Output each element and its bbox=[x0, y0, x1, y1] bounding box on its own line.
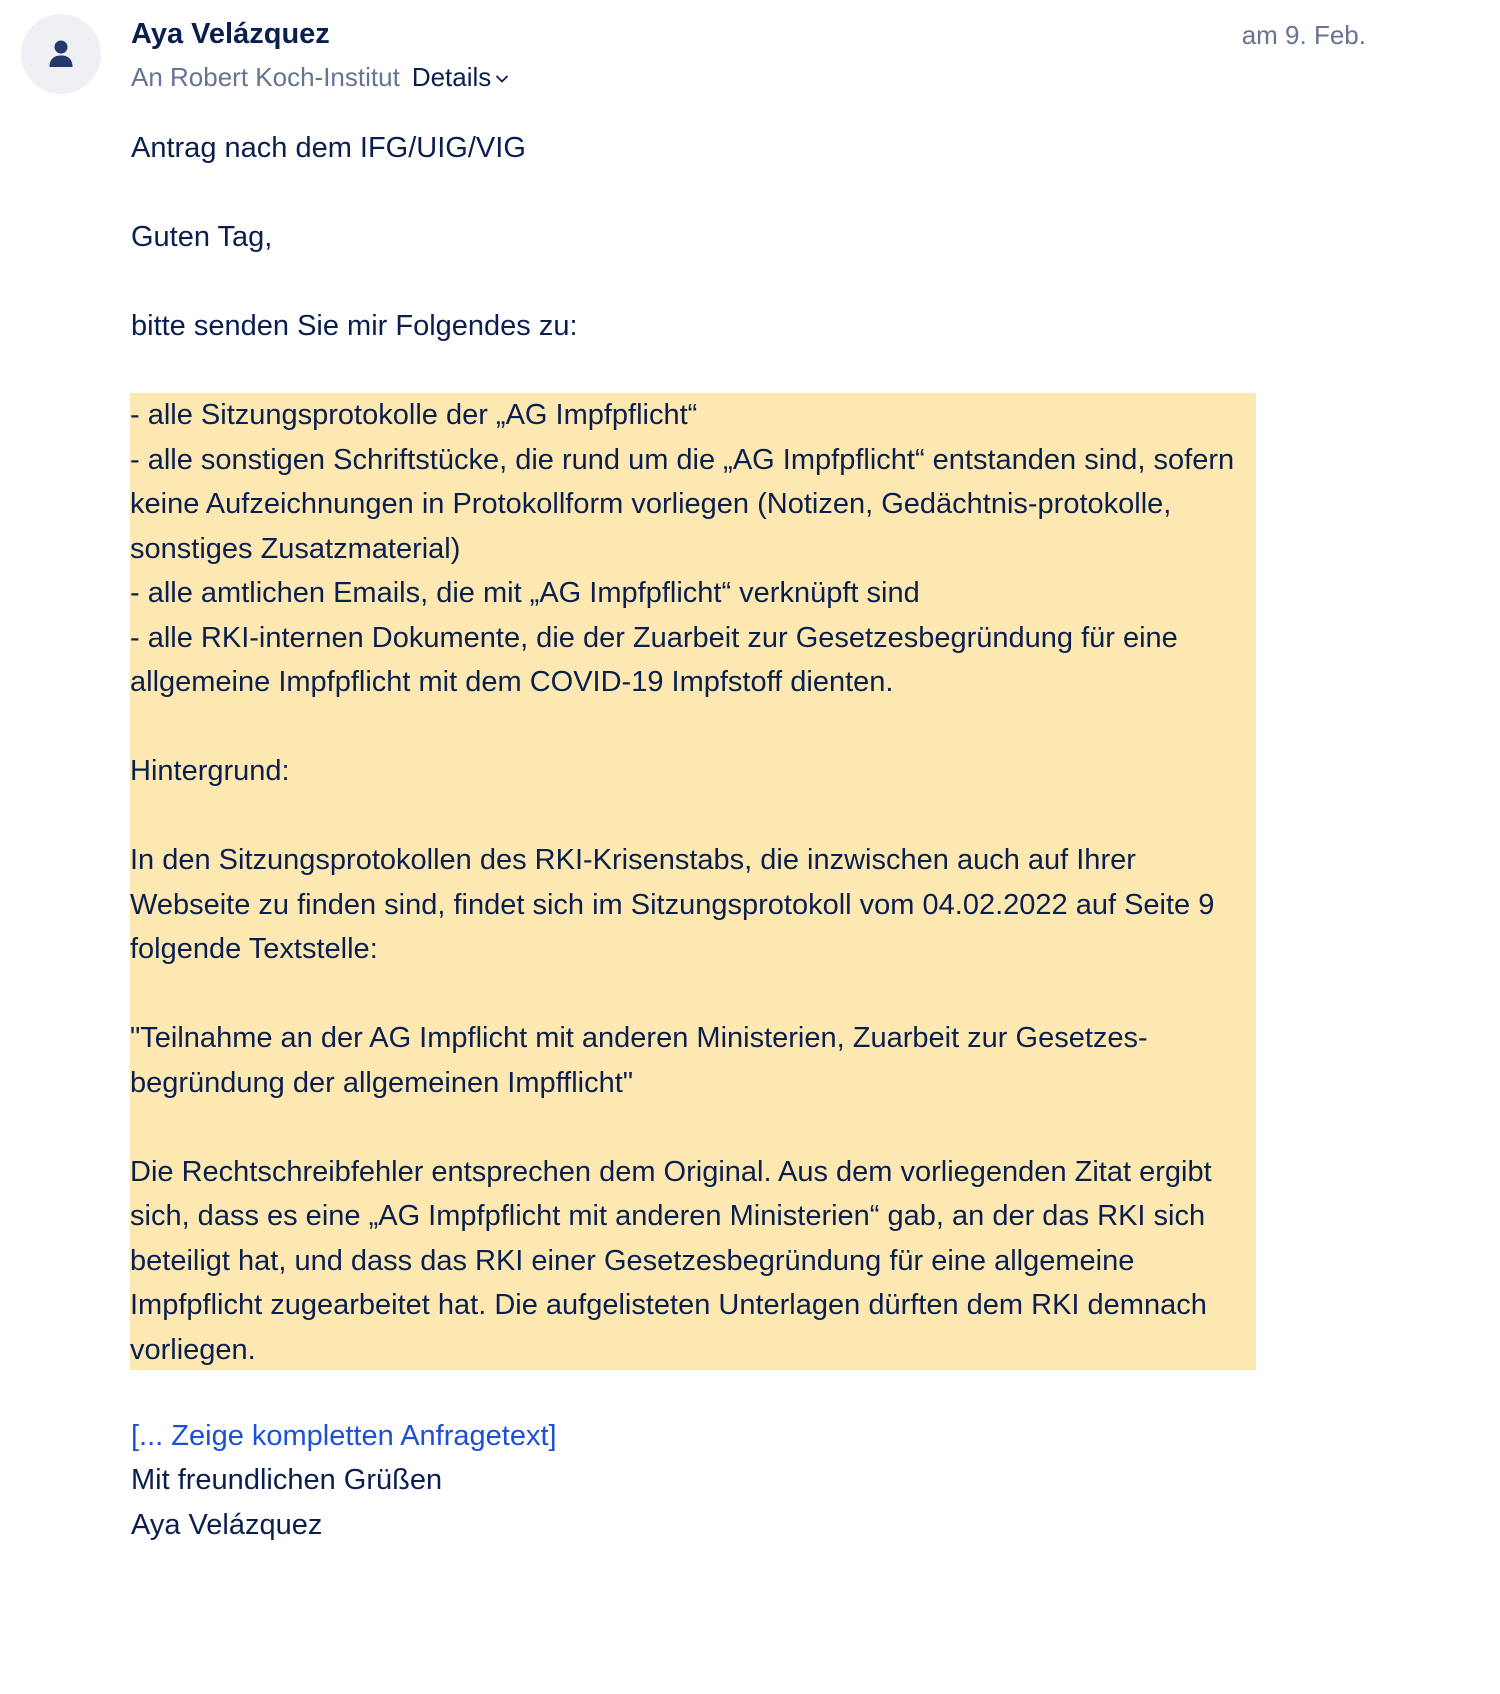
request-item: - alle Sitzungsprotokolle der „AG Impfpflicht“ bbox=[130, 399, 698, 431]
spacer bbox=[130, 705, 1256, 750]
recipient-line bbox=[131, 58, 509, 96]
background-paragraph: In den Sitzungsprotokollen des RKI-Krisenstabs, die inzwischen auch auf Ihrer Webseite zu finden sind, findet sich im Sitzungsprotokoll vom 04.02.2022 auf Seite 9 folgende Textstelle: bbox=[130, 844, 1215, 965]
spacer bbox=[130, 972, 1256, 1017]
quote: "Teilnahme an der AG Impflicht mit anderen Ministerien, Zuarbeit zur Gesetzes-begründung der allgemeinen Impfflicht" bbox=[130, 1022, 1148, 1099]
message-intro: bitte senden Sie mir Folgendes zu: bbox=[131, 310, 578, 342]
avatar bbox=[21, 14, 101, 94]
chevron-down-icon bbox=[495, 74, 509, 84]
request-item: - alle amtlichen Emails, die mit „AG Impfpflicht“ verknüpft sind bbox=[130, 577, 920, 609]
message-greeting: Guten Tag, bbox=[131, 221, 273, 253]
recipient-label: An Robert Koch-Institut bbox=[131, 62, 400, 92]
details-label: Details bbox=[411, 62, 492, 92]
highlighted-request bbox=[130, 393, 1256, 1370]
show-full-request-link[interactable]: [... Zeige kompletten Anfragetext] bbox=[131, 1420, 557, 1452]
conclusion-paragraph: Die Rechtschreibfehler entsprechen dem Original. Aus dem vorliegenden Zitat ergibt sich, dass es eine „AG Impfpflicht mit anderen Ministerien“ gab, an der das RKI sich beteiligt hat, und dass das RKI einer Gesetzesbegründung für eine allgemeine Impfpflicht zugearbeitet hat. Die aufgelisteten Unterlagen dürften dem RKI demnach vorliegen. bbox=[130, 1155, 1212, 1366]
details-toggle[interactable] bbox=[412, 62, 509, 92]
request-item: - alle sonstigen Schriftstücke, die rund um die „AG Impfpflicht“ entstanden sind, sofern keine Aufzeichnungen in Protokollform vorliegen (Notizen, Gedächtnis-protokolle, sonstiges Zusatzmaterial) bbox=[130, 443, 1235, 565]
request-item: - alle RKI-internen Dokumente, die der Zuarbeit zur Gesetzesbegründung für eine allgemeine Impfpflicht mit dem COVID-19 Impfstoff dienten. bbox=[130, 621, 1178, 698]
spacer bbox=[130, 794, 1256, 839]
spacer bbox=[130, 1105, 1256, 1150]
message-date: am 9. Feb. bbox=[1241, 20, 1366, 50]
message-closing: Mit freundlichen Grüßen bbox=[131, 1464, 443, 1496]
background-heading: Hintergrund: bbox=[130, 755, 290, 787]
message-subject: Antrag nach dem IFG/UIG/VIG bbox=[131, 132, 526, 164]
message-signature: Aya Velázquez bbox=[131, 1509, 323, 1541]
sender-name: Aya Velázquez bbox=[131, 18, 330, 50]
user-icon bbox=[49, 40, 73, 68]
